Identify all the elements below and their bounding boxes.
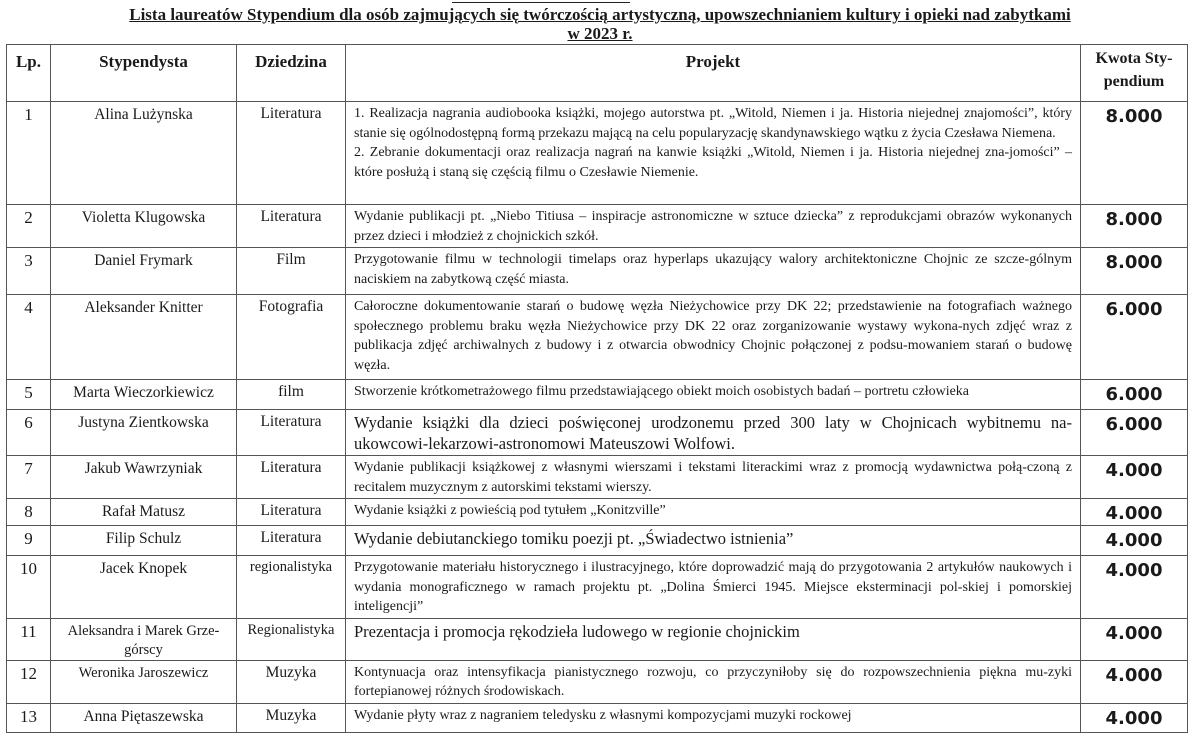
row-field: Literatura	[237, 102, 346, 205]
table-row	[7, 499, 1188, 526]
document-title: Lista laureatów Stypendium dla osób zajmujących się twórczością artystyczną, upowszechnianiem kultury i opieki nad zabytkami	[129, 5, 1071, 24]
row-field: Film	[237, 248, 346, 295]
row-project: Stworzenie krótkometrażowego filmu przedstawiającego obiekt moich osobistych badań – portretu człowieka	[346, 380, 1081, 410]
row-field: Literatura	[237, 410, 346, 456]
row-amount: 4.000	[1081, 660, 1188, 703]
row-field: Literatura	[237, 205, 346, 248]
table-row	[7, 295, 1188, 380]
row-lp: 11	[7, 618, 51, 660]
row-amount: 4.000	[1081, 618, 1188, 660]
row-project	[346, 102, 1081, 205]
row-project: Wydanie debiutanckiego tomiku poezji pt. „Świadectwo istnienia”	[346, 526, 1081, 556]
project-item-2: 2. Zebranie dokumentacji oraz realizacja nagrań na kanwie książki „Witold, Niemen i ja. Historia niejednej zna-jomości” – które posłużą i staną się częścią filmu o Czesławie Niemenie.	[354, 145, 1072, 180]
header-projekt: Projekt	[346, 45, 1081, 102]
row-project: Całoroczne dokumentowanie starań o budowę węzła Nieżychowice przy DK 22; przedstawienie na fotografiach ważnego społecznego problemu braku węzła Nieżychowice przy DK 22 oraz zorganizowanie wystawy wykona-nych zdjęć wraz z publikacja zdjęć archiwalnych z budowy i z otwarcia obwodnicy Chojnic połączonej z podsu-mowaniem starań o budowę węzła.	[346, 295, 1081, 380]
table-header-row	[7, 45, 1188, 102]
row-lp: 4	[7, 295, 51, 380]
row-project: Przygotowanie filmu w technologii timelaps oraz hyperlaps ukazujący walory architektoniczne Chojnic ze szcze-gólnym naciskiem na zabytkową część miasta.	[346, 248, 1081, 295]
row-name: Alina Lużynska	[51, 102, 237, 205]
table-row	[7, 380, 1188, 410]
row-amount: 6.000	[1081, 295, 1188, 380]
row-name: Daniel Frymark	[51, 248, 237, 295]
row-name: Anna Piętaszewska	[51, 703, 237, 732]
row-field: Muzyka	[237, 703, 346, 732]
row-project: Przygotowanie materiału historycznego i ilustracyjnego, które doprowadzić mają do przygotowania 2 artykułów naukowych i wydania monograficznego w ramach projektu pt. „Dolina Śmierci 1945. Miejsce eksterminacji pol-skiej i pomorskiej inteligencji”	[346, 556, 1081, 619]
table-row	[7, 102, 1188, 205]
row-project: Prezentacja i promocja rękodzieła ludowego w regionie chojnickim	[346, 618, 1081, 660]
table-row	[7, 618, 1188, 660]
row-lp: 2	[7, 205, 51, 248]
row-lp: 6	[7, 410, 51, 456]
table-row	[7, 248, 1188, 295]
row-name: Weronika Jaroszewicz	[51, 660, 237, 703]
row-name: Jacek Knopek	[51, 556, 237, 619]
row-field: Literatura	[237, 499, 346, 526]
row-name: Aleksander Knitter	[51, 295, 237, 380]
row-amount: 8.000	[1081, 205, 1188, 248]
header-dziedzina: Dziedzina	[237, 45, 346, 102]
row-project: Wydanie książki z powieścią pod tytułem „Konitzville”	[346, 499, 1081, 526]
table-row	[7, 410, 1188, 456]
table-row	[7, 456, 1188, 499]
row-project: Wydanie płyty wraz z nagraniem teledysku z własnymi kompozycjami muzyki rockowej	[346, 703, 1081, 732]
row-amount: 6.000	[1081, 380, 1188, 410]
laureates-table	[6, 44, 1188, 733]
row-lp: 10	[7, 556, 51, 619]
row-name: Justyna Zientkowska	[51, 410, 237, 456]
row-lp: 3	[7, 248, 51, 295]
row-lp: 9	[7, 526, 51, 556]
row-amount: 8.000	[1081, 248, 1188, 295]
table-row	[7, 205, 1188, 248]
row-amount: 8.000	[1081, 102, 1188, 205]
row-field: Regionalistyka	[237, 618, 346, 660]
row-lp: 7	[7, 456, 51, 499]
table-row	[7, 556, 1188, 619]
row-project: Wydanie książki dla dzieci poświęconej urodzonemu przed 300 laty w Chojnicach wybitnemu na-ukowcowi-lekarzowi-astronomowi Mateuszowi Wolfowi.	[346, 410, 1081, 456]
row-project: Kontynuacja oraz intensyfikacja pianistycznego rozwoju, co przyczyniłoby się do rozpowszechnienia piękna mu-zyki fortepianowej różnych środowiskach.	[346, 660, 1081, 703]
row-lp: 13	[7, 703, 51, 732]
header-stypendysta: Stypendysta	[51, 45, 237, 102]
document-title-year: w 2023 r.	[567, 24, 633, 43]
row-amount: 6.000	[1081, 410, 1188, 456]
header-lp: Lp.	[7, 45, 51, 102]
row-field: Fotografia	[237, 295, 346, 380]
row-amount: 4.000	[1081, 703, 1188, 732]
row-amount: 4.000	[1081, 556, 1188, 619]
row-lp: 5	[7, 380, 51, 410]
table-row	[7, 526, 1188, 556]
cropped-top-rule	[452, 0, 630, 3]
row-field: Literatura	[237, 526, 346, 556]
row-lp: 12	[7, 660, 51, 703]
row-field: regionalistyka	[237, 556, 346, 619]
row-name: Jakub Wawrzyniak	[51, 456, 237, 499]
row-amount: 4.000	[1081, 499, 1188, 526]
row-lp: 8	[7, 499, 51, 526]
table-row	[7, 703, 1188, 732]
row-field: Muzyka	[237, 660, 346, 703]
table-row	[7, 660, 1188, 703]
row-name: Violetta Klugowska	[51, 205, 237, 248]
row-name: Aleksandra i Marek Grze-górscy	[51, 618, 237, 660]
row-name: Filip Schulz	[51, 526, 237, 556]
row-name: Rafał Matusz	[51, 499, 237, 526]
row-project: Wydanie publikacji pt. „Niebo Titiusa – inspiracje astronomiczne w sztuce dziecka” z reprodukcjami obrazów wykonanych przez dzieci i młodzież z chojnickich szkół.	[346, 205, 1081, 248]
project-item-1: 1. Realizacja nagrania audiobooka książki, mojego autorstwa pt. „Witold, Niemen i ja. Historia niejednej znajomości”, który stanie się ogólnodostępną formą przekazu mającą na celu popularyzację skandynawskiego wątku z życia Czesława Niemena.	[354, 106, 1072, 141]
row-lp: 1	[7, 102, 51, 205]
header-kwota: Kwota Sty-pendium	[1081, 45, 1188, 102]
row-amount: 4.000	[1081, 456, 1188, 499]
row-amount: 4.000	[1081, 526, 1188, 556]
row-project: Wydanie publikacji książkowej z własnymi wierszami i tekstami literackimi wraz z promocją wydawnictwa połą-czoną z recitalem muzycznym z autorskimi tekstami wierszy.	[346, 456, 1081, 499]
row-field: film	[237, 380, 346, 410]
row-name: Marta Wieczorkiewicz	[51, 380, 237, 410]
row-field: Literatura	[237, 456, 346, 499]
